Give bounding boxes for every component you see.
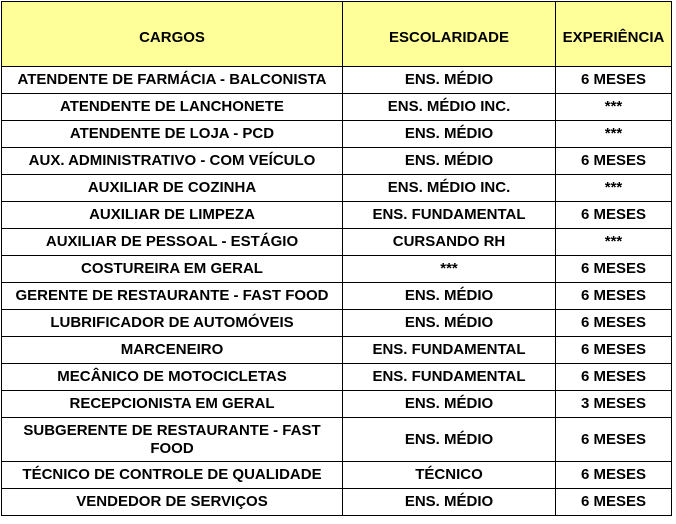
cell-escolaridade: CURSANDO RH <box>343 229 556 256</box>
cell-cargo: MECÂNICO DE MOTOCICLETAS <box>2 364 343 391</box>
cell-experiencia: 3 MESES <box>556 391 672 418</box>
cell-experiencia: 6 MESES <box>556 489 672 516</box>
header-cargos: CARGOS <box>2 2 343 67</box>
cell-cargo: COSTUREIRA EM GERAL <box>2 256 343 283</box>
cell-cargo: MARCENEIRO <box>2 337 343 364</box>
table-row <box>2 489 672 516</box>
cell-escolaridade: ENS. MÉDIO <box>343 489 556 516</box>
cell-experiencia: *** <box>556 175 672 202</box>
table-row <box>2 337 672 364</box>
header-escolaridade: ESCOLARIDADE <box>343 2 556 67</box>
cell-escolaridade: ENS. MÉDIO <box>343 310 556 337</box>
cell-escolaridade: *** <box>343 256 556 283</box>
table-row <box>2 462 672 489</box>
cell-cargo: AUXILIAR DE LIMPEZA <box>2 202 343 229</box>
cell-escolaridade: ENS. MÉDIO <box>343 391 556 418</box>
cell-cargo: AUXILIAR DE PESSOAL - ESTÁGIO <box>2 229 343 256</box>
cell-cargo: AUXILIAR DE COZINHA <box>2 175 343 202</box>
cell-escolaridade: ENS. FUNDAMENTAL <box>343 337 556 364</box>
cell-escolaridade: ENS. MÉDIO INC. <box>343 175 556 202</box>
cell-experiencia: 6 MESES <box>556 364 672 391</box>
cell-experiencia: *** <box>556 94 672 121</box>
cell-cargo: TÉCNICO DE CONTROLE DE QUALIDADE <box>2 462 343 489</box>
table-row <box>2 94 672 121</box>
cell-cargo: ATENDENTE DE FARMÁCIA - BALCONISTA <box>2 67 343 94</box>
table-row <box>2 175 672 202</box>
job-openings-table <box>1 1 672 516</box>
cell-escolaridade: ENS. MÉDIO INC. <box>343 94 556 121</box>
cell-cargo: VENDEDOR DE SERVIÇOS <box>2 489 343 516</box>
table-row <box>2 148 672 175</box>
table-row <box>2 67 672 94</box>
header-experiencia: EXPERIÊNCIA <box>556 2 672 67</box>
table-body <box>2 67 672 516</box>
cell-experiencia: 6 MESES <box>556 418 672 462</box>
cell-cargo: GERENTE DE RESTAURANTE - FAST FOOD <box>2 283 343 310</box>
table-row <box>2 364 672 391</box>
table-row <box>2 229 672 256</box>
table-header-row <box>2 2 672 67</box>
table-row <box>2 121 672 148</box>
cell-escolaridade: ENS. MÉDIO <box>343 121 556 148</box>
cell-cargo: ATENDENTE DE LANCHONETE <box>2 94 343 121</box>
cell-cargo: ATENDENTE DE LOJA - PCD <box>2 121 343 148</box>
cell-experiencia: *** <box>556 229 672 256</box>
table-row <box>2 418 672 462</box>
cell-experiencia: 6 MESES <box>556 337 672 364</box>
cell-cargo: LUBRIFICADOR DE AUTOMÓVEIS <box>2 310 343 337</box>
cell-experiencia: 6 MESES <box>556 310 672 337</box>
cell-escolaridade: ENS. FUNDAMENTAL <box>343 364 556 391</box>
cell-escolaridade: ENS. MÉDIO <box>343 67 556 94</box>
table-row <box>2 202 672 229</box>
cell-escolaridade: ENS. FUNDAMENTAL <box>343 202 556 229</box>
job-table-container <box>1 1 672 516</box>
cell-experiencia: *** <box>556 121 672 148</box>
cell-experiencia: 6 MESES <box>556 462 672 489</box>
cell-experiencia: 6 MESES <box>556 256 672 283</box>
cell-escolaridade: TÉCNICO <box>343 462 556 489</box>
cell-cargo: AUX. ADMINISTRATIVO - COM VEÍCULO <box>2 148 343 175</box>
cell-experiencia: 6 MESES <box>556 148 672 175</box>
table-row <box>2 391 672 418</box>
cell-escolaridade: ENS. MÉDIO <box>343 283 556 310</box>
cell-experiencia: 6 MESES <box>556 67 672 94</box>
cell-escolaridade: ENS. MÉDIO <box>343 418 556 462</box>
table-row <box>2 310 672 337</box>
cell-experiencia: 6 MESES <box>556 202 672 229</box>
cell-cargo: RECEPCIONISTA EM GERAL <box>2 391 343 418</box>
table-row <box>2 283 672 310</box>
cell-cargo: SUBGERENTE DE RESTAURANTE - FAST FOOD <box>2 418 343 462</box>
table-row <box>2 256 672 283</box>
cell-experiencia: 6 MESES <box>556 283 672 310</box>
cell-escolaridade: ENS. MÉDIO <box>343 148 556 175</box>
